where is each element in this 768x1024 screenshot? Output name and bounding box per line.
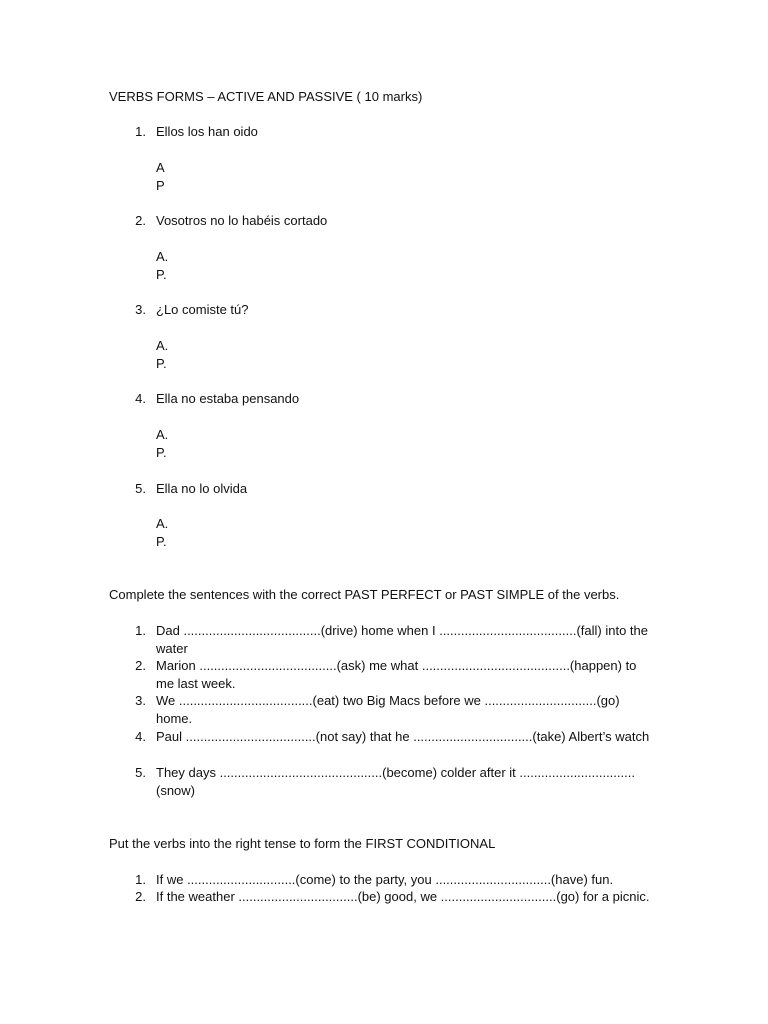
item-text: Vosotros no lo habéis cortado	[156, 213, 328, 228]
answer-active-label: A.	[156, 249, 169, 264]
item-text: Ellos los han oido	[156, 124, 258, 139]
item-number: 1.	[135, 623, 146, 638]
item-text: We .....................................(eat) two Big Macs before we ...............................(go) home.	[156, 693, 620, 726]
item-text: If the weather .................................(be) good, we ................................(go) for a picnic.	[156, 889, 650, 904]
section-heading: Complete the sentences with the correct PAST PERFECT or PAST SIMPLE of the verbs.	[109, 587, 620, 602]
item-number: 2.	[135, 213, 146, 228]
item-number: 2.	[135, 889, 146, 904]
item-text: Marion ......................................(ask) me what .........................................(happen) to me last week.	[156, 658, 637, 691]
section-title: VERBS FORMS – ACTIVE AND PASSIVE ( 10 marks)	[109, 89, 423, 104]
item-number: 1.	[135, 124, 146, 139]
answer-active-label: A	[156, 160, 165, 175]
answer-active-label: A.	[156, 516, 169, 531]
item-text: Dad ......................................(drive) home when I ......................................(fall) into the water	[156, 623, 648, 656]
item-text: Paul ....................................(not say) that he .................................(take) Albert’s watch	[156, 729, 650, 744]
item-text: If we ..............................(come) to the party, you ................................(have) fun.	[156, 872, 614, 887]
item-number: 5.	[135, 481, 146, 496]
item-number: 3.	[135, 693, 146, 708]
answer-passive-label: P.	[156, 445, 167, 460]
answer-passive-label: P.	[156, 267, 167, 282]
answer-active-label: A.	[156, 427, 169, 442]
item-number: 1.	[135, 872, 146, 887]
answer-passive-label: P.	[156, 534, 167, 549]
item-number: 4.	[135, 391, 146, 406]
answer-passive-label: P	[156, 178, 165, 193]
answer-active-label: A.	[156, 338, 169, 353]
item-number: 4.	[135, 729, 146, 744]
item-number: 2.	[135, 658, 146, 673]
item-text: Ella no estaba pensando	[156, 391, 300, 406]
section-heading: Put the verbs into the right tense to form the FIRST CONDITIONAL	[109, 836, 496, 851]
answer-passive-label: P.	[156, 356, 167, 371]
item-text: They days .............................................(become) colder after it ................................ (snow)	[156, 765, 635, 798]
item-number: 3.	[135, 302, 146, 317]
item-text: ¿Lo comiste tú?	[156, 302, 249, 317]
item-text: Ella no lo olvida	[156, 481, 248, 496]
item-number: 5.	[135, 765, 146, 780]
